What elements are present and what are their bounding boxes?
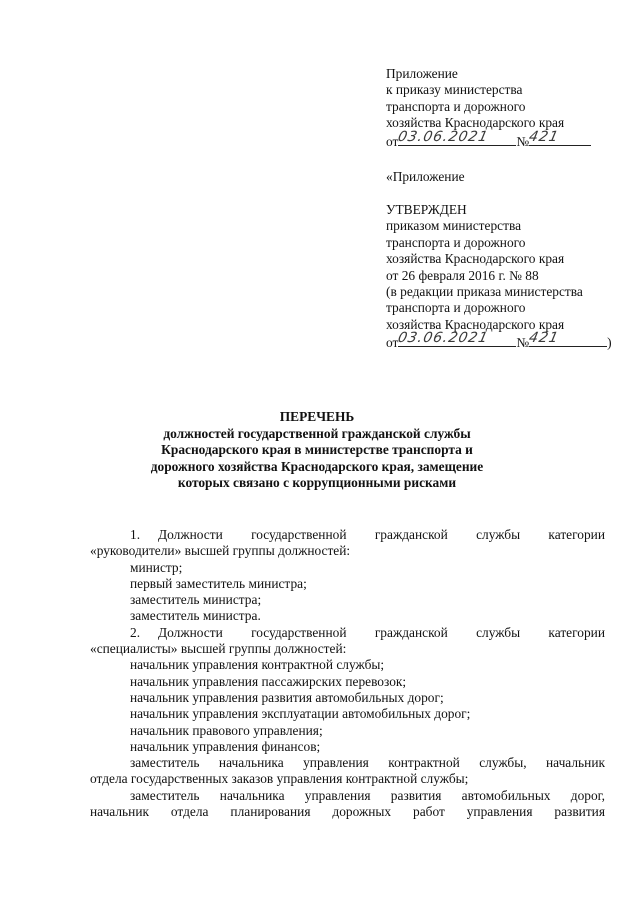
closing-paren: ): [607, 335, 612, 351]
list-item: заместитель министра.: [130, 608, 261, 624]
list-item: начальник управления развития автомобильных дорог;: [130, 689, 444, 705]
approval-line: от 26 февраля 2016 г. № 88: [386, 267, 539, 283]
approval-line: (в редакции приказа министерства: [386, 283, 583, 299]
date-field: [396, 330, 516, 347]
section-2-heading: [90, 625, 605, 641]
handwritten-number: 421: [527, 128, 561, 145]
number-label: №: [516, 335, 530, 351]
title-line: ПЕРЕЧЕНЬ: [279, 409, 355, 424]
list-item: начальник управления эксплуатации автомобильных дорог;: [130, 706, 471, 722]
approval-line: хозяйства Краснодарского края: [386, 316, 565, 332]
approved-heading: УТВЕРЖДЕН: [386, 201, 467, 217]
handwritten-date: 03.06.2021: [396, 330, 491, 347]
list-item: заместитель министра;: [130, 592, 262, 608]
approval-line: приказом министерства: [386, 218, 522, 234]
approval-line: транспорта и дорожного: [386, 300, 526, 316]
appendix-date-line: [386, 128, 591, 149]
from-label: от: [386, 133, 399, 149]
list-item: первый заместитель министра;: [130, 575, 307, 591]
paragraph-line: заместитель начальника управления контрактной службы, начальник: [130, 755, 605, 771]
section-text: Должности государственной гражданской службы категории: [158, 624, 605, 640]
title-line: которых связано с коррупционными рисками: [177, 475, 457, 491]
date-field: [396, 128, 516, 146]
handwritten-date: 03.06.2021: [396, 128, 491, 145]
section-1-heading: [90, 527, 605, 543]
from-label: от: [386, 335, 399, 351]
number-label: №: [516, 133, 530, 149]
appendix-title: Приложение: [386, 66, 458, 81]
approval-line: хозяйства Краснодарского края: [386, 251, 565, 267]
section-number: 2.: [130, 624, 141, 640]
paragraph-line: начальник отдела планирования дорожных работ управления развития: [90, 804, 605, 820]
number-field: [527, 330, 607, 347]
list-item: начальник управления контрактной службы;: [130, 657, 385, 673]
list-item: начальник управления пассажирских перевозок;: [130, 673, 407, 689]
section-2-heading-cont: «специалисты» высшей группы должностей:: [90, 641, 347, 657]
section-text: Должности государственной гражданской службы категории: [158, 527, 605, 542]
appendix-header: [386, 66, 591, 148]
approval-date-line: [386, 330, 612, 351]
section-number: 1.: [130, 527, 141, 542]
appendix-line: транспорта и дорожного: [386, 98, 526, 114]
title-line: Краснодарского края в министерстве транспорта и: [161, 442, 473, 458]
handwritten-number: 421: [527, 330, 561, 347]
appendix-line: к приказу министерства: [386, 82, 523, 98]
list-item: начальник правового управления;: [130, 722, 323, 738]
appendix-line: хозяйства Краснодарского края: [386, 115, 565, 131]
paragraph-line: отдела государственных заказов управления контрактной службы;: [90, 771, 469, 787]
list-item: министр;: [130, 559, 183, 575]
section-1-heading-cont: «руководители» высшей группы должностей:: [90, 543, 351, 559]
document-title: [60, 409, 574, 492]
title-line: должностей государственной гражданской службы: [163, 425, 471, 441]
approval-line: транспорта и дорожного: [386, 234, 526, 250]
paragraph-line: заместитель начальника управления развития автомобильных дорог,: [130, 787, 605, 803]
list-item: начальник управления финансов;: [130, 738, 321, 754]
approval-block: [386, 169, 612, 350]
document-body: [90, 527, 605, 820]
title-line: дорожного хозяйства Краснодарского края, замещение: [150, 458, 484, 474]
number-field: [527, 128, 591, 146]
appendix-quote: «Приложение: [386, 169, 465, 184]
